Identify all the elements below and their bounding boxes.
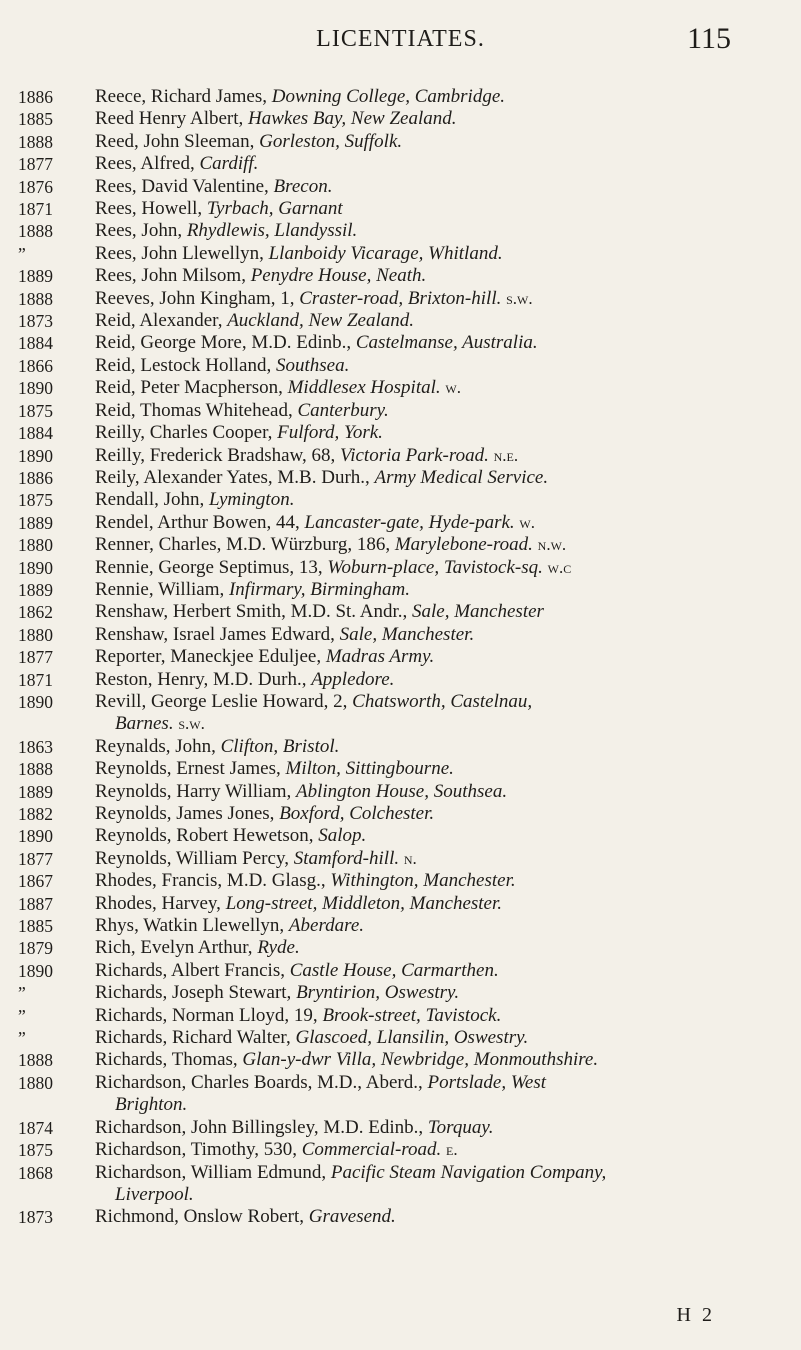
entry-year: 1890: [18, 557, 53, 578]
entry-text: [95, 1206, 755, 1228]
entry-year: 1885: [18, 916, 53, 937]
list-item: [0, 736, 801, 758]
entry-text: [95, 736, 755, 758]
entry-text: [95, 422, 755, 444]
entry-name: Reynalds, John,: [95, 735, 221, 757]
list-item: [0, 624, 801, 646]
entry-address: Middlesex Hospital.: [287, 377, 441, 399]
entry-name: Richards, Thomas,: [95, 1049, 243, 1071]
entry-address-continued: Brighton.: [115, 1094, 188, 1116]
entry-year: 1889: [18, 781, 53, 802]
entry-name: Rees, Howell,: [95, 198, 207, 220]
list-item: [0, 937, 801, 959]
list-item: [0, 601, 801, 623]
entry-year: 1888: [18, 1050, 53, 1071]
entry-text: [95, 445, 755, 467]
list-item: [0, 512, 801, 534]
entry-address: Craster-road, Brixton-hill.: [299, 287, 502, 309]
entry-year: 1888: [18, 221, 53, 242]
entry-text: [95, 646, 755, 668]
entry-text: [95, 534, 755, 556]
entry-text: [95, 108, 755, 130]
list-item: [0, 153, 801, 175]
entry-address: Aberdare.: [288, 915, 365, 937]
list-item: [0, 332, 801, 354]
entry-text: [95, 489, 755, 511]
list-item: [0, 915, 801, 937]
entry-year: 1873: [18, 311, 53, 332]
entry-name: Reid, Thomas Whitehead,: [95, 399, 298, 421]
entry-year: 1884: [18, 423, 53, 444]
entry-address: Lancaster-gate, Hyde-park.: [304, 511, 515, 533]
entry-year: 1871: [18, 199, 53, 220]
entry-name: Rhodes, Francis, M.D. Glasg.,: [95, 870, 331, 892]
entry-text: [95, 265, 755, 287]
entry-year: 1880: [18, 624, 53, 645]
entry-postal-district: n.w.: [537, 535, 567, 555]
entry-name: Reid, George More, M.D. Edinb.,: [95, 332, 356, 354]
entry-address: Sale, Manchester: [412, 601, 544, 623]
list-item: [0, 534, 801, 556]
entry-text: [95, 1027, 755, 1049]
list-item: [0, 220, 801, 242]
entry-address: Infirmary, Birmingham.: [228, 578, 411, 600]
entry-text: [95, 400, 755, 422]
entry-name: Rennie, George Septimus, 13,: [95, 556, 328, 578]
entry-year: 1868: [18, 1162, 53, 1183]
list-item: [0, 893, 801, 915]
list-item: [0, 422, 801, 444]
entry-address: Glan-y-dwr Villa, Newbridge, Monmouthshire.: [242, 1049, 599, 1071]
entry-text: [95, 870, 755, 892]
entry-text: [95, 1117, 755, 1139]
entry-address: Ryde.: [257, 937, 300, 959]
list-item: [0, 579, 801, 601]
entry-text: [95, 1049, 755, 1071]
entry-text: [95, 825, 755, 847]
entry-address: Commercial-road.: [301, 1139, 442, 1161]
entry-address: Tyrbach, Garnant: [206, 198, 343, 220]
entry-year: ”: [18, 1028, 26, 1049]
entry-text: [95, 579, 755, 601]
list-item: [0, 803, 801, 825]
entry-name: Rendall, John,: [95, 489, 209, 511]
entry-name: Richmond, Onslow Robert,: [95, 1206, 309, 1228]
entry-address: Southsea.: [276, 354, 350, 376]
entry-text: [95, 893, 755, 915]
list-item: [0, 198, 801, 220]
entry-address: Torquay.: [427, 1116, 494, 1138]
entry-year: 1873: [18, 1207, 53, 1228]
entry-year: 1888: [18, 759, 53, 780]
page-number: 115: [687, 22, 731, 55]
entry-postal-district: w.: [519, 512, 535, 532]
entry-year: 1877: [18, 647, 53, 668]
entry-text: [95, 467, 755, 489]
entry-name: Reed Henry Albert,: [95, 108, 249, 130]
entry-year: 1876: [18, 176, 53, 197]
entry-text: [95, 1162, 755, 1184]
entry-address: Fulford, York.: [277, 422, 383, 444]
entry-address: Pacific Steam Navigation Company,: [330, 1161, 607, 1183]
entry-name: Reynolds, Ernest James,: [95, 758, 286, 780]
entry-year: ”: [18, 983, 26, 1004]
entry-name: Rendel, Arthur Bowen, 44,: [95, 511, 305, 533]
entry-text: [95, 512, 755, 534]
entry-year: 1890: [18, 826, 53, 847]
list-item: [0, 467, 801, 489]
entry-name: Rees, John Milsom,: [95, 265, 251, 287]
entry-year: 1889: [18, 579, 53, 600]
entry-name: Reid, Peter Macpherson,: [95, 377, 288, 399]
list-item: [0, 1162, 801, 1207]
entry-address: Castelmanse, Australia.: [355, 332, 538, 354]
entry-text: [95, 131, 755, 153]
list-item: [0, 1139, 801, 1161]
list-item: [0, 825, 801, 847]
list-item: [0, 848, 801, 870]
entry-address: Bryntirion, Oswestry.: [296, 982, 460, 1004]
list-item: [0, 243, 801, 265]
entry-name: Reynolds, James Jones,: [95, 803, 280, 824]
entry-text: [95, 691, 755, 713]
entry-postal-district: n.: [403, 848, 417, 868]
entry-postal-district: w.: [445, 378, 461, 398]
entry-text: [95, 601, 755, 623]
entry-address: Woburn-place, Tavistock-sq.: [327, 556, 543, 578]
entry-text: [95, 624, 755, 646]
entry-address: Cardiff.: [199, 153, 259, 175]
entry-year: 1867: [18, 871, 53, 892]
list-item: [0, 489, 801, 511]
entry-name: Reed, John Sleeman,: [95, 130, 260, 152]
list-item: [0, 86, 801, 108]
entry-address: Appledore.: [311, 668, 395, 690]
entry-text: [95, 848, 755, 870]
entry-address: Lymington.: [209, 489, 295, 511]
list-item: [0, 691, 801, 736]
list-item: [0, 108, 801, 130]
entry-name: Rhys, Watkin Llewellyn,: [95, 915, 289, 937]
entry-address: Long-street, Middleton, Manchester.: [225, 892, 503, 914]
list-item: [0, 1049, 801, 1071]
entry-year: 1877: [18, 848, 53, 869]
list-item: [0, 131, 801, 153]
entry-address-continued: Liverpool.: [115, 1183, 194, 1205]
entry-year: 1889: [18, 266, 53, 287]
entry-postal-district: e.: [446, 1140, 458, 1160]
entry-name: Rees, David Valentine,: [95, 175, 274, 197]
entry-year: 1871: [18, 669, 53, 690]
entry-postal-district: s.w.: [506, 288, 533, 308]
entry-year: 1889: [18, 512, 53, 533]
entry-address: Portslade, West: [427, 1071, 547, 1093]
list-item: [0, 758, 801, 780]
entry-name: Richards, Joseph Stewart,: [95, 982, 297, 1004]
entry-name: Richardson, Charles Boards, M.D., Aberd.,: [95, 1071, 428, 1093]
entry-address: Madras Army.: [325, 646, 435, 668]
entry-name: Rees, Alfred,: [95, 153, 200, 175]
entry-address: Penydre House, Neath.: [250, 265, 427, 287]
entry-name: Richards, Albert Francis,: [95, 959, 290, 981]
entry-address: Ablington House, Southsea.: [296, 780, 508, 802]
entry-year: 1879: [18, 938, 53, 959]
entry-text: [95, 220, 755, 242]
entry-address: Salop.: [318, 825, 367, 847]
entry-name: Renshaw, Israel James Edward,: [95, 623, 340, 645]
entry-text: [95, 310, 755, 332]
entry-name: Rees, John Llewellyn,: [95, 242, 269, 264]
entry-address: Gorleston, Suffolk.: [259, 130, 403, 152]
entry-address: Auckland, New Zealand.: [227, 310, 415, 332]
entry-text: [95, 332, 755, 354]
entry-text: [95, 377, 755, 399]
list-item: [0, 960, 801, 982]
entry-name: Reilly, Charles Cooper,: [95, 422, 278, 444]
entry-name: Renshaw, Herbert Smith, M.D. St. Andr.,: [95, 601, 413, 623]
entry-name: Reston, Henry, M.D. Durh.,: [95, 668, 312, 690]
licentiate-list: [0, 86, 801, 1229]
entry-text: [95, 557, 755, 579]
entry-address: Canterbury.: [297, 399, 389, 421]
list-item: [0, 982, 801, 1004]
list-item: [0, 1206, 801, 1228]
entry-postal-district: w.c: [547, 557, 572, 577]
entry-postal-district: n.e.: [493, 445, 519, 465]
entry-postal-district: s.w.: [178, 714, 205, 734]
entry-text: [95, 937, 755, 959]
entry-name: Reporter, Maneckjee Eduljee,: [95, 646, 326, 668]
entry-address: Victoria Park-road.: [340, 444, 489, 466]
entry-year: 1866: [18, 355, 53, 376]
entry-year: 1875: [18, 490, 53, 511]
entry-text: [95, 153, 755, 175]
list-item: [0, 445, 801, 467]
signature-mark: H 2: [676, 1304, 715, 1326]
entry-year: 1874: [18, 1117, 53, 1138]
page-header: [0, 22, 801, 66]
entry-name: Richards, Richard Walter,: [95, 1027, 296, 1049]
entry-text: [95, 803, 755, 825]
entry-year: 1890: [18, 445, 53, 466]
entry-year: 1877: [18, 154, 53, 175]
entry-year: 1880: [18, 535, 53, 556]
list-item: [0, 870, 801, 892]
list-item: [0, 265, 801, 287]
entry-address: Marylebone-road.: [394, 534, 533, 556]
entry-text: [95, 288, 755, 310]
entry-address: Brook-street, Tavistock.: [322, 1004, 502, 1026]
entry-name: Rennie, William,: [95, 578, 229, 600]
entry-address: Withington, Manchester.: [330, 870, 516, 892]
list-item: [0, 377, 801, 399]
entry-year: 1875: [18, 1140, 53, 1161]
entry-year: 1890: [18, 960, 53, 981]
entry-address: Clifton, Bristol.: [220, 735, 340, 757]
entry-address: Castle House, Carmarthen.: [289, 959, 499, 981]
entry-name: Reeves, John Kingham, 1,: [95, 287, 300, 309]
entry-name: Reily, Alexander Yates, M.B. Durh.,: [95, 466, 375, 488]
list-item: [0, 288, 801, 310]
entry-text: [95, 86, 755, 108]
entry-address: Gravesend.: [308, 1206, 396, 1228]
entry-name: Reynolds, Harry William,: [95, 780, 296, 802]
list-item: [0, 355, 801, 377]
entry-text: [95, 781, 755, 803]
entry-address: Rhydlewis, Llandyssil.: [186, 220, 358, 242]
entry-year: 1886: [18, 87, 53, 107]
entry-name: Reece, Richard James,: [95, 86, 272, 107]
list-item: [0, 669, 801, 691]
entry-text: [95, 1005, 755, 1027]
entry-name: Rees, John,: [95, 220, 187, 242]
list-item: [0, 1117, 801, 1139]
entry-text: [95, 1072, 755, 1094]
list-item: [0, 557, 801, 579]
list-item: [0, 1005, 801, 1027]
entry-text: [95, 669, 755, 691]
entry-address: Sale, Manchester.: [339, 623, 475, 645]
list-item: [0, 310, 801, 332]
entry-address: Hawkes Bay, New Zealand.: [248, 108, 457, 130]
entry-year: ”: [18, 1005, 26, 1026]
list-item: [0, 781, 801, 803]
entry-text: [95, 243, 755, 265]
entry-continuation: [95, 1094, 775, 1116]
entry-text: [95, 982, 755, 1004]
entry-text: [95, 758, 755, 780]
entry-year: 1886: [18, 467, 53, 488]
entry-address: Stamford-hill.: [293, 847, 400, 869]
entry-name: Richardson, John Billingsley, M.D. Edinb.,: [95, 1116, 428, 1138]
entry-year: 1882: [18, 804, 53, 824]
entry-address: Chatsworth, Castelnau,: [352, 690, 533, 712]
entry-address-continued: Barnes.: [115, 713, 174, 735]
entry-address: Boxford, Colchester.: [279, 803, 435, 824]
entry-address: Glascoed, Llansilin, Oswestry.: [295, 1027, 529, 1049]
list-item: [0, 400, 801, 422]
entry-text: [95, 960, 755, 982]
entry-name: Reynolds, Robert Hewetson,: [95, 825, 319, 847]
entry-name: Rhodes, Harvey,: [95, 892, 226, 914]
entry-name: Richards, Norman Lloyd, 19,: [95, 1004, 323, 1026]
entry-name: Rich, Evelyn Arthur,: [95, 937, 258, 959]
list-item: [0, 176, 801, 198]
entry-address: Llanboidy Vicarage, Whitland.: [268, 242, 503, 264]
entry-year: 1890: [18, 691, 53, 712]
entry-year: 1890: [18, 378, 53, 399]
entry-text: [95, 355, 755, 377]
entry-year: 1885: [18, 109, 53, 130]
entry-name: Richardson, Timothy, 530,: [95, 1139, 302, 1161]
list-item: [0, 646, 801, 668]
entry-name: Reynolds, William Percy,: [95, 847, 294, 869]
entry-year: ”: [18, 243, 26, 264]
list-item: [0, 1072, 801, 1117]
entry-name: Reid, Alexander,: [95, 310, 228, 332]
entry-year: 1875: [18, 400, 53, 421]
entry-name: Richardson, William Edmund,: [95, 1161, 331, 1183]
entry-year: 1884: [18, 333, 53, 354]
entry-name: Renner, Charles, M.D. Würzburg, 186,: [95, 534, 395, 556]
entry-continuation: [95, 1184, 775, 1206]
entry-text: [95, 1139, 755, 1161]
entry-address: Brecon.: [273, 175, 333, 197]
entry-year: 1862: [18, 602, 53, 623]
entry-text: [95, 915, 755, 937]
entry-text: [95, 176, 755, 198]
entry-name: Revill, George Leslie Howard, 2,: [95, 690, 353, 712]
entry-year: 1888: [18, 131, 53, 152]
list-item: [0, 1027, 801, 1049]
running-title: LICENTIATES.: [316, 26, 485, 52]
entry-address: Army Medical Service.: [374, 466, 549, 488]
entry-year: 1888: [18, 288, 53, 309]
entry-name: Reid, Lestock Holland,: [95, 354, 276, 376]
entry-address: Downing College, Cambridge.: [271, 86, 506, 107]
entry-address: Milton, Sittingbourne.: [285, 758, 454, 780]
entry-text: [95, 198, 755, 220]
entry-name: Reilly, Frederick Bradshaw, 68,: [95, 444, 341, 466]
entry-continuation: [95, 713, 775, 735]
entry-year: 1863: [18, 736, 53, 757]
entry-year: 1880: [18, 1072, 53, 1093]
entry-year: 1887: [18, 893, 53, 914]
